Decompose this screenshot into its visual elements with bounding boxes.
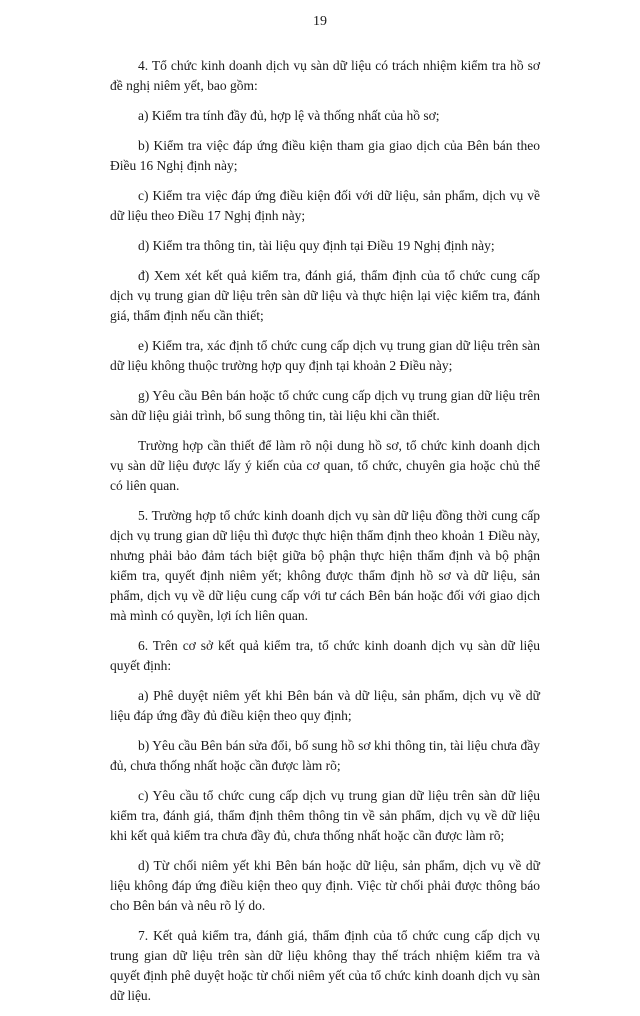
clause-4-item-c: c) Kiểm tra việc đáp ứng điều kiện đối với dữ liệu, sản phẩm, dịch vụ về dữ liệu theo Điều 17 Nghị định này; [110,188,540,223]
clause-4-item-g: g) Yêu cầu Bên bán hoặc tổ chức cung cấp dịch vụ trung gian dữ liệu trên sàn dữ liệu giải trình, bổ sung thông tin, tài liệu khi cần thiết. [110,388,540,423]
page-number: 19 [313,14,327,29]
document-body [110,56,540,1016]
clause-6-item-b: b) Yêu cầu Bên bán sửa đổi, bổ sung hồ sơ khi thông tin, tài liệu chưa đầy đủ, chưa thống nhất hoặc cần được làm rõ; [110,738,540,773]
clause-6-intro: 6. Trên cơ sở kết quả kiểm tra, tổ chức kinh doanh dịch vụ sàn dữ liệu quyết định: [110,638,540,673]
clause-7: 7. Kết quả kiểm tra, đánh giá, thẩm định của tổ chức cung cấp dịch vụ trung gian dữ liệu trên sàn dữ liệu không thay thế trách nhiệm kiểm tra và quyết định phê duyệt hoặc từ chối niêm yết của tổ chức kinh doanh dịch vụ sàn dữ liệu. [110,928,540,1003]
clause-5: 5. Trường hợp tổ chức kinh doanh dịch vụ sàn dữ liệu đồng thời cung cấp dịch vụ trung gian dữ liệu thì được thực hiện thẩm định theo khoản 1 Điều này, nhưng phải bảo đảm tách biệt giữa bộ phận thực hiện thẩm định và bộ phận kiểm tra, quyết định niêm yết; không được thẩm định hồ sơ và dữ liệu, sản phẩm, dịch vụ về dữ liệu cung cấp với tư cách Bên bán hoặc đối với giao dịch mà mình có quyền, lợi ích liên quan. [110,508,540,623]
clause-4-intro: 4. Tổ chức kinh doanh dịch vụ sàn dữ liệu có trách nhiệm kiểm tra hồ sơ đề nghị niêm yết, bao gồm: [110,58,540,93]
clause-4-note: Trường hợp cần thiết để làm rõ nội dung hồ sơ, tổ chức kinh doanh dịch vụ sàn dữ liệu được lấy ý kiến của cơ quan, tổ chức, chuyên gia hoặc chủ thể có liên quan. [110,438,540,493]
clause-6-item-a: a) Phê duyệt niêm yết khi Bên bán và dữ liệu, sản phẩm, dịch vụ về dữ liệu đáp ứng đầy đủ điều kiện theo quy định; [110,688,540,723]
clause-4-item-dd: đ) Xem xét kết quả kiểm tra, đánh giá, thẩm định của tổ chức cung cấp dịch vụ trung gian dữ liệu trên sàn dữ liệu và thực hiện lại việc kiểm tra, đánh giá, thẩm định nếu cần thiết; [110,268,540,323]
clause-6-item-d: d) Từ chối niêm yết khi Bên bán hoặc dữ liệu, sản phẩm, dịch vụ về dữ liệu không đáp ứng điều kiện theo quy định. Việc từ chối phải được thông báo cho Bên bán và nêu rõ lý do. [110,858,540,913]
clause-4-item-d: d) Kiểm tra thông tin, tài liệu quy định tại Điều 19 Nghị định này; [138,238,495,253]
clause-4-item-a: a) Kiểm tra tính đầy đủ, hợp lệ và thống nhất của hồ sơ; [138,108,440,123]
clause-6-item-c: c) Yêu cầu tổ chức cung cấp dịch vụ trung gian dữ liệu trên sàn dữ liệu kiểm tra, đánh giá, thẩm định thêm thông tin về sản phẩm, dịch vụ về dữ liệu khi kết quả kiểm tra chưa đầy đủ, chưa thống nhất hoặc cần được làm rõ; [110,788,540,843]
clause-4-item-e: e) Kiểm tra, xác định tổ chức cung cấp dịch vụ trung gian dữ liệu trên sàn dữ liệu không thuộc trường hợp quy định tại khoản 2 Điều này; [110,338,540,373]
clause-4-item-b: b) Kiểm tra việc đáp ứng điều kiện tham gia giao dịch của Bên bán theo Điều 16 Nghị định này; [110,138,540,173]
